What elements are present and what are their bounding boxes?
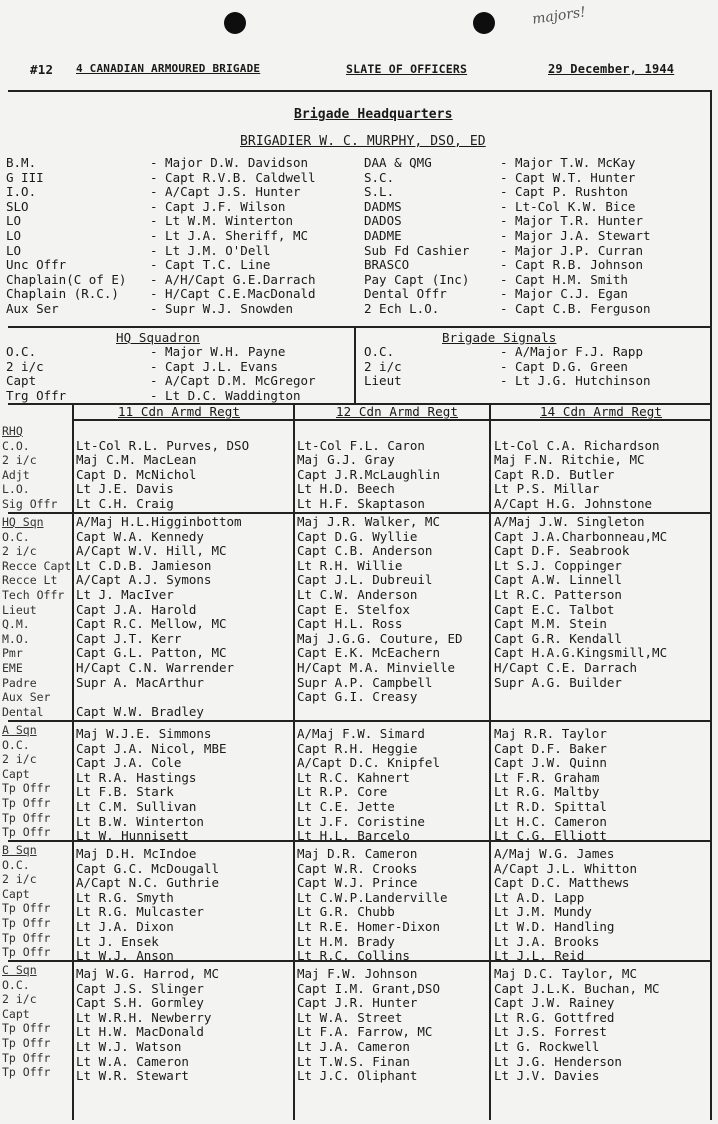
bde-hq-left-names	[150, 156, 366, 317]
appointment-label: Pay Capt (Inc)	[364, 272, 470, 287]
officer-name: Maj W.G. Harrod, MC	[76, 966, 219, 981]
officer-name: Lt R.G. Smyth	[76, 890, 174, 905]
regiment-column-c1	[76, 424, 290, 512]
officer-name: Lt J.A. Brooks	[494, 934, 600, 949]
officer-name: A/Maj F.W. Simard	[297, 726, 425, 741]
officer-name: - H/Capt C.E.MacDonald	[150, 287, 316, 302]
officer-name: Capt G.I. Creasy	[297, 690, 418, 705]
officer-name: Lt C.M. Sullivan	[76, 799, 197, 814]
officer-name	[76, 952, 290, 967]
officer-name: - Capt R.V.B. Caldwell	[150, 170, 316, 185]
officer-name: Lt R.E. Homer-Dixon	[297, 919, 440, 934]
officer-name: Supr A.G. Builder	[494, 675, 622, 690]
officer-name: Capt J.A. Harold	[76, 602, 197, 617]
officer-name: Lt H.D. Beech	[297, 482, 395, 497]
officer-name: - A/H/Capt G.E.Darrach	[150, 272, 316, 287]
regiment-column-c2	[297, 424, 489, 512]
officer-name: Lt R.H. Willie	[297, 558, 403, 573]
regiment-column-c1	[76, 712, 290, 843]
appointment-label: Capt	[2, 1006, 30, 1021]
officer-name: - A/Capt D.M. McGregor	[150, 374, 316, 389]
officer-name: Lt T.W.S. Finan	[297, 1054, 410, 1069]
appointment-label: Padre	[2, 675, 37, 690]
appointment-label: I.O.	[6, 185, 37, 200]
appointment-label: Trg Offr	[6, 388, 67, 403]
appointment-label: Tp Offr	[2, 781, 51, 796]
officer-name: Capt J.W. Quinn	[494, 756, 607, 771]
officer-name: Capt G.L. Patton, MC	[76, 646, 227, 661]
appointment-label: O.C.	[2, 737, 30, 752]
officer-name: - Lt J.M. O'Dell	[150, 243, 271, 258]
officer-name: Lt R.C. Kahnert	[297, 770, 410, 785]
officer-name: Lt C.E. Jette	[297, 799, 395, 814]
officer-name: Lt G. Rockwell	[494, 1039, 600, 1054]
officer-name: - Major W.H. Payne	[150, 345, 286, 359]
appointment-label: 2 i/c	[2, 872, 37, 887]
appointment-label: 2 i/c	[364, 359, 402, 374]
appointment-label: S.C.	[364, 170, 395, 185]
appointment-label: 2 i/c	[6, 359, 44, 374]
officer-name: Lt J.M. Mundy	[494, 905, 592, 920]
officer-name: Lt R.C. Collins	[297, 949, 410, 964]
officer-name	[494, 832, 708, 847]
hq-sqn-title: HQ Squadron	[116, 330, 200, 345]
appointment-label: Tp Offr	[2, 1035, 51, 1050]
appointment-label: O.C.	[2, 977, 30, 992]
appointment-label: Lieut	[2, 602, 37, 617]
officer-name: Lt W.J. Anson	[76, 949, 174, 964]
officer-name: A/Capt H.G. Johnstone	[494, 496, 653, 511]
officer-name: Lt F.R. Graham	[494, 770, 600, 785]
punch-hole-right	[473, 12, 495, 34]
officer-name: Lt F.A. Farrow, MC	[297, 1025, 433, 1040]
appointment-label: 2 Ech L.O.	[364, 301, 440, 316]
appointment-label: DAA & QMG	[364, 156, 432, 170]
officer-name: - Major T.R. Hunter	[500, 214, 643, 229]
officer-name: Capt J.W. Rainey	[494, 996, 615, 1011]
officer-name: - Capt C.B. Ferguson	[500, 301, 651, 316]
appointment-label: M.O.	[2, 631, 30, 646]
appointment-label: O.C.	[2, 857, 30, 872]
officer-name: - Major J.P. Curran	[500, 243, 643, 258]
page-number: #12	[30, 62, 54, 77]
appointment-label: Adjt	[2, 467, 30, 482]
officer-name: Lt W.A. Street	[297, 1010, 403, 1025]
bde-signals-title: Brigade Signals	[442, 330, 557, 345]
appointment-label: L.O.	[2, 482, 30, 497]
officer-name: Lt R.A. Hastings	[76, 770, 197, 785]
officer-name: A/Maj J.W. Singleton	[494, 515, 645, 529]
appointment-label: DADOS	[364, 214, 402, 229]
officer-name: - Capt J.F. Wilson	[150, 199, 286, 214]
officer-name: Lt H.C. Cameron	[494, 814, 607, 829]
officer-name: Capt D. McNichol	[76, 467, 197, 482]
regt-title-12: 12 Cdn Armd Regt	[336, 404, 459, 419]
regiment-column-c2	[297, 712, 489, 843]
officer-name: A/Capt A.J. Symons	[76, 573, 212, 588]
officer-name: Lt J.A. Cameron	[297, 1039, 410, 1054]
regiment-column-c2	[297, 832, 489, 963]
officer-name: - Major T.W. McKay	[500, 156, 636, 170]
appointment-label: Tp Offr	[2, 945, 51, 960]
officer-name	[76, 690, 290, 705]
officer-name: Lt P.S. Millar	[494, 482, 600, 497]
officer-name: - Lt W.M. Winterton	[150, 214, 293, 229]
appointment-label: EME	[2, 660, 23, 675]
regiment-column-c2	[297, 515, 489, 719]
officer-name: Capt J.L.K. Buchan, MC	[494, 981, 660, 996]
regiment-column-c3	[494, 515, 708, 719]
appointment-label: Tp Offr	[2, 901, 51, 916]
appointment-label: Unc Offr	[6, 258, 67, 273]
officer-name: Capt J.S. Slinger	[76, 981, 204, 996]
officer-name: Lt C.H. Craig	[76, 496, 174, 511]
officer-name: Maj F.W. Johnson	[297, 966, 418, 981]
document-date: 29 December, 1944	[548, 62, 675, 76]
rule-hq-sqn-divider	[354, 326, 356, 404]
officer-name: Capt D.F. Seabrook	[494, 544, 630, 559]
officer-name: - Lt J.A. Sheriff, MC	[150, 228, 309, 243]
officer-name: Capt J.A.Charbonneau,MC	[494, 529, 668, 544]
bde-hq-right-labels	[364, 156, 500, 317]
officer-name: Lt R.C. Patterson	[494, 587, 622, 602]
bde-commander: BRIGADIER W. C. MURPHY, DSO, ED	[240, 134, 486, 149]
officer-name: Lt J. MacIver	[76, 587, 174, 602]
section-labels	[2, 963, 74, 1080]
officer-name: Supr A.P. Campbell	[297, 675, 433, 690]
officer-name: Lt J.E. Davis	[76, 482, 174, 497]
officer-name: Lt J. Ensek	[76, 934, 159, 949]
officer-name: A/Maj W.G. James	[494, 846, 615, 861]
regiment-column-c1	[76, 515, 290, 719]
appointment-label: Tp Offr	[2, 915, 51, 930]
appointment-label: DADMS	[364, 199, 402, 214]
officer-name	[494, 690, 708, 705]
officer-name: Lt J.S. Forrest	[494, 1025, 607, 1040]
officer-name: Capt J.A. Cole	[76, 756, 182, 771]
appointment-label: Q.M.	[2, 617, 30, 632]
officer-name: A/Capt N.C. Guthrie	[76, 876, 219, 891]
officer-name: Lt F.B. Stark	[76, 785, 174, 800]
officer-name: Capt A.W. Linnell	[494, 573, 622, 588]
regiment-column-c3	[494, 832, 708, 963]
rule-col-2	[293, 403, 295, 1120]
section-labels	[2, 515, 74, 719]
regiment-column-c3	[494, 952, 708, 1083]
regiment-column-c3	[494, 424, 708, 512]
officer-name: - Major D.W. Davidson	[150, 156, 309, 170]
officer-name: Lt-Col C.A. Richardson	[494, 438, 660, 453]
rule-top	[8, 90, 712, 92]
officer-name: Lt J.F. Coristine	[297, 814, 425, 829]
appointment-label: Tp Offr	[2, 825, 51, 840]
officer-name: Capt D.F. Baker	[494, 741, 607, 756]
officer-name	[494, 952, 708, 967]
formation-title: 4 CANADIAN ARMOURED BRIGADE	[76, 62, 261, 75]
appointment-label: Tp Offr	[2, 1050, 51, 1065]
section-labels	[2, 843, 74, 960]
officer-name: Lt H.L. Barcelo	[297, 829, 410, 844]
rule-right	[710, 90, 712, 1120]
appointment-label: O.C.	[364, 345, 395, 359]
appointment-label: DADME	[364, 228, 402, 243]
officer-name: - Capt R.B. Johnson	[500, 258, 643, 273]
officer-name: - Capt D.G. Green	[500, 359, 628, 374]
regiment-column-c1	[76, 832, 290, 963]
officer-name: Lt R.G. Gottfred	[494, 1010, 615, 1025]
appointment-label: 2 i/c	[2, 544, 37, 559]
officer-name: Capt J.L. Dubreuil	[297, 573, 433, 588]
appointment-label: Pmr	[2, 646, 23, 661]
officer-name: Capt M.M. Stein	[494, 617, 607, 632]
officer-name: H/Capt C.E. Darrach	[494, 660, 637, 675]
regiment-column-c2	[297, 952, 489, 1083]
appointment-label: LO	[6, 214, 22, 229]
officer-name: Capt W.A. Kennedy	[76, 529, 204, 544]
officer-name	[297, 832, 489, 847]
officer-name: Lt W. Hunnisett	[76, 829, 189, 844]
officer-name: Capt R.H. Heggie	[297, 741, 418, 756]
section-labels	[2, 723, 74, 840]
officer-name: Lt H.W. MacDonald	[76, 1025, 204, 1040]
officer-name	[494, 424, 708, 439]
officer-name: - Major J.A. Stewart	[500, 228, 651, 243]
document-title: SLATE OF OFFICERS	[346, 62, 468, 76]
officer-name: Capt R.C. Mellow, MC	[76, 617, 227, 632]
appointment-label: Recce Lt	[2, 573, 58, 588]
officer-name: Lt R.P. Core	[297, 785, 388, 800]
appointment-label: Tp Offr	[2, 810, 51, 825]
officer-name: Maj C.M. MacLean	[76, 453, 197, 468]
appointment-label: Tp Offr	[2, 930, 51, 945]
appointment-label: C.O.	[2, 438, 30, 453]
appointment-label: 2 i/c	[2, 752, 37, 767]
officer-name: H/Capt M.A. Minvielle	[297, 660, 456, 675]
appointment-label: Tp Offr	[2, 1021, 51, 1036]
officer-name: Capt H.L. Ross	[297, 617, 403, 632]
officer-name: - Capt T.C. Line	[150, 258, 271, 273]
officer-name: Capt S.H. Gormley	[76, 996, 204, 1011]
officer-name: Maj W.J.E. Simmons	[76, 726, 212, 741]
officer-name: Lt J.G. Henderson	[494, 1054, 622, 1069]
officer-name: Capt R.D. Butler	[494, 467, 615, 482]
appointment-label: LO	[6, 228, 22, 243]
appointment-label: LO	[6, 243, 22, 258]
officer-name: Lt W.R.H. Newberry	[76, 1010, 212, 1025]
officer-name: Capt J.R.McLaughlin	[297, 467, 440, 482]
appointment-label: Dental Offr	[364, 287, 447, 302]
appointment-label: Chaplain (R.C.)	[6, 287, 119, 302]
officer-name: Maj J.G.G. Couture, ED	[297, 631, 463, 646]
officer-name: Capt J.T. Kerr	[76, 631, 182, 646]
officer-name	[76, 424, 290, 439]
officer-name: Lt W.D. Handling	[494, 919, 615, 934]
appointment-label: 2 i/c	[2, 453, 37, 468]
bde-hq-right-names	[500, 156, 708, 317]
officer-name: Capt G.C. McDougall	[76, 861, 219, 876]
officer-name: Capt E.K. McEachern	[297, 646, 440, 661]
appointment-label: Dental	[2, 704, 44, 719]
officer-name: - A/Capt J.S. Hunter	[150, 185, 301, 200]
officer-name: Lt J.L. Reid	[494, 949, 585, 964]
officer-name: A/Capt J.L. Whitton	[494, 861, 637, 876]
officer-name: Capt I.M. Grant,DSO	[297, 981, 440, 996]
regiment-column-c3	[494, 712, 708, 843]
appointment-label: O.C.	[6, 345, 37, 359]
appointment-label: Capt	[2, 766, 30, 781]
officer-name: Supr A. MacArthur	[76, 675, 204, 690]
officer-name: Capt H.A.G.Kingsmill,MC	[494, 646, 668, 661]
officer-name: Lt S.J. Coppinger	[494, 558, 622, 573]
bde-hq-title: Brigade Headquarters	[294, 107, 453, 122]
punch-hole-left	[224, 12, 246, 34]
officer-name: Lt J.V. Davies	[494, 1069, 600, 1084]
appointment-label: S.L.	[364, 185, 395, 200]
officer-name: Lt C.W. Anderson	[297, 587, 418, 602]
officer-name: Lt A.D. Lapp	[494, 890, 585, 905]
officer-name: - Capt H.M. Smith	[500, 272, 628, 287]
officer-name: - Major C.J. Egan	[500, 287, 628, 302]
regt-title-14: 14 Cdn Armd Regt	[540, 404, 663, 419]
officer-name	[494, 712, 708, 727]
officer-name: Lt-Col F.L. Caron	[297, 438, 425, 453]
officer-name: Lt J.A. Dixon	[76, 919, 174, 934]
officer-name	[297, 952, 489, 967]
regiment-column-c1	[76, 952, 290, 1083]
officer-name: Maj J.R. Walker, MC	[297, 515, 440, 529]
appointment-label: Sig Offr	[2, 496, 58, 511]
appointment-label: BRASCO	[364, 258, 410, 273]
officer-name: Lt-Col R.L. Purves, DSO	[76, 438, 250, 453]
appointment-label: Aux Ser	[6, 301, 59, 316]
officer-name	[76, 832, 290, 847]
officer-name	[76, 712, 290, 727]
officer-name: Capt W.W. Bradley	[76, 704, 204, 719]
officer-name: Maj D.H. McIndoe	[76, 846, 197, 861]
officer-name: Maj D.R. Cameron	[297, 846, 418, 861]
officer-name: Lt C.W.P.Landerville	[297, 890, 448, 905]
rule-col-3	[489, 403, 491, 1120]
officer-name: Lt R.G. Maltby	[494, 785, 600, 800]
officer-name: Lt C.G. Elliott	[494, 829, 607, 844]
officer-name: Capt G.R. Kendall	[494, 631, 622, 646]
appointment-label: Capt	[6, 374, 37, 389]
rule-regt-titles	[72, 419, 712, 421]
officer-name: - Lt D.C. Waddington	[150, 388, 301, 403]
officer-name: Capt J.A. Nicol, MBE	[76, 741, 227, 756]
officer-name: Lt W.R. Stewart	[76, 1069, 189, 1084]
section-labels	[2, 424, 74, 512]
officer-name: Maj G.J. Gray	[297, 453, 395, 468]
officer-name: Maj R.R. Taylor	[494, 726, 607, 741]
hq-sqn-names	[150, 345, 350, 403]
officer-name: Lt H.M. Brady	[297, 934, 395, 949]
officer-name: Capt W.J. Prince	[297, 876, 418, 891]
officer-name: H/Capt C.N. Warrender	[76, 660, 235, 675]
officer-name: Lt R.D. Spittal	[494, 799, 607, 814]
appointment-label: Tp Offr	[2, 1065, 51, 1080]
officer-name: - Capt P. Rushton	[500, 185, 628, 200]
appointment-label: 2 i/c	[2, 992, 37, 1007]
section-rule	[8, 512, 712, 514]
officer-name: Lt J.C. Oliphant	[297, 1069, 418, 1084]
officer-name: Lt G.R. Chubb	[297, 905, 395, 920]
officer-name: Lt B.W. Winterton	[76, 814, 204, 829]
appointment-label: B Sqn	[2, 843, 37, 857]
appointment-label: Lieut	[364, 374, 402, 389]
officer-name	[297, 424, 489, 439]
appointment-label: Sub Fd Cashier	[364, 243, 470, 258]
appointment-label: HQ Sqn	[2, 515, 44, 529]
officer-name: Maj F.N. Ritchie, MC	[494, 453, 645, 468]
officer-name: Lt W.A. Cameron	[76, 1054, 189, 1069]
bde-signals-names	[500, 345, 708, 389]
officer-name: - Capt J.L. Evans	[150, 359, 278, 374]
officer-name: - Lt J.G. Hutchinson	[500, 374, 651, 389]
appointment-label: O.C.	[2, 529, 30, 544]
officer-name: Capt D.G. Wyllie	[297, 529, 418, 544]
handwritten-note: majors!	[531, 4, 587, 28]
regt-title-11: 11 Cdn Armd Regt	[118, 404, 241, 419]
bde-signals-labels	[364, 345, 494, 389]
officer-name: A/Capt W.V. Hill, MC	[76, 544, 227, 559]
officer-name: Capt C.B. Anderson	[297, 544, 433, 559]
appointment-label: G III	[6, 170, 44, 185]
bde-hq-left-labels	[6, 156, 152, 317]
officer-name: Maj D.C. Taylor, MC	[494, 966, 637, 981]
officer-name: Lt R.G. Mulcaster	[76, 905, 204, 920]
appointment-label: A Sqn	[2, 723, 37, 737]
officer-name: Capt W.R. Crooks	[297, 861, 418, 876]
appointment-label: Recce Capt	[2, 558, 72, 573]
hq-sqn-labels	[6, 345, 146, 403]
officer-name: A/Maj H.L.Higginbottom	[76, 515, 242, 529]
officer-name: Capt J.R. Hunter	[297, 996, 418, 1011]
appointment-label: SLO	[6, 199, 29, 214]
appointment-label: Aux Ser	[2, 690, 51, 705]
appointment-label: B.M.	[6, 156, 37, 170]
officer-name: Lt H.F. Skaptason	[297, 496, 425, 511]
officer-name: Capt D.C. Matthews	[494, 876, 630, 891]
appointment-label: RHQ	[2, 424, 23, 438]
appointment-label: Capt	[2, 886, 30, 901]
officer-name: - Lt-Col K.W. Bice	[500, 199, 636, 214]
officer-name: - A/Major F.J. Rapp	[500, 345, 643, 359]
appointment-label: Tech Offr	[2, 587, 65, 602]
officer-name: Capt E. Stelfox	[297, 602, 410, 617]
rule-hq-sqn-top	[8, 326, 712, 328]
officer-name: - Capt W.T. Hunter	[500, 170, 636, 185]
officer-name: Lt W.J. Watson	[76, 1039, 182, 1054]
officer-name	[297, 712, 489, 727]
officer-name: Capt E.C. Talbot	[494, 602, 615, 617]
appointment-label: Chaplain(C of E)	[6, 272, 127, 287]
appointment-label: C Sqn	[2, 963, 37, 977]
officer-name: Lt C.D.B. Jamieson	[76, 558, 212, 573]
officer-name: A/Capt D.C. Knipfel	[297, 756, 440, 771]
officer-name: - Supr W.J. Snowden	[150, 301, 293, 316]
appointment-label: Tp Offr	[2, 795, 51, 810]
